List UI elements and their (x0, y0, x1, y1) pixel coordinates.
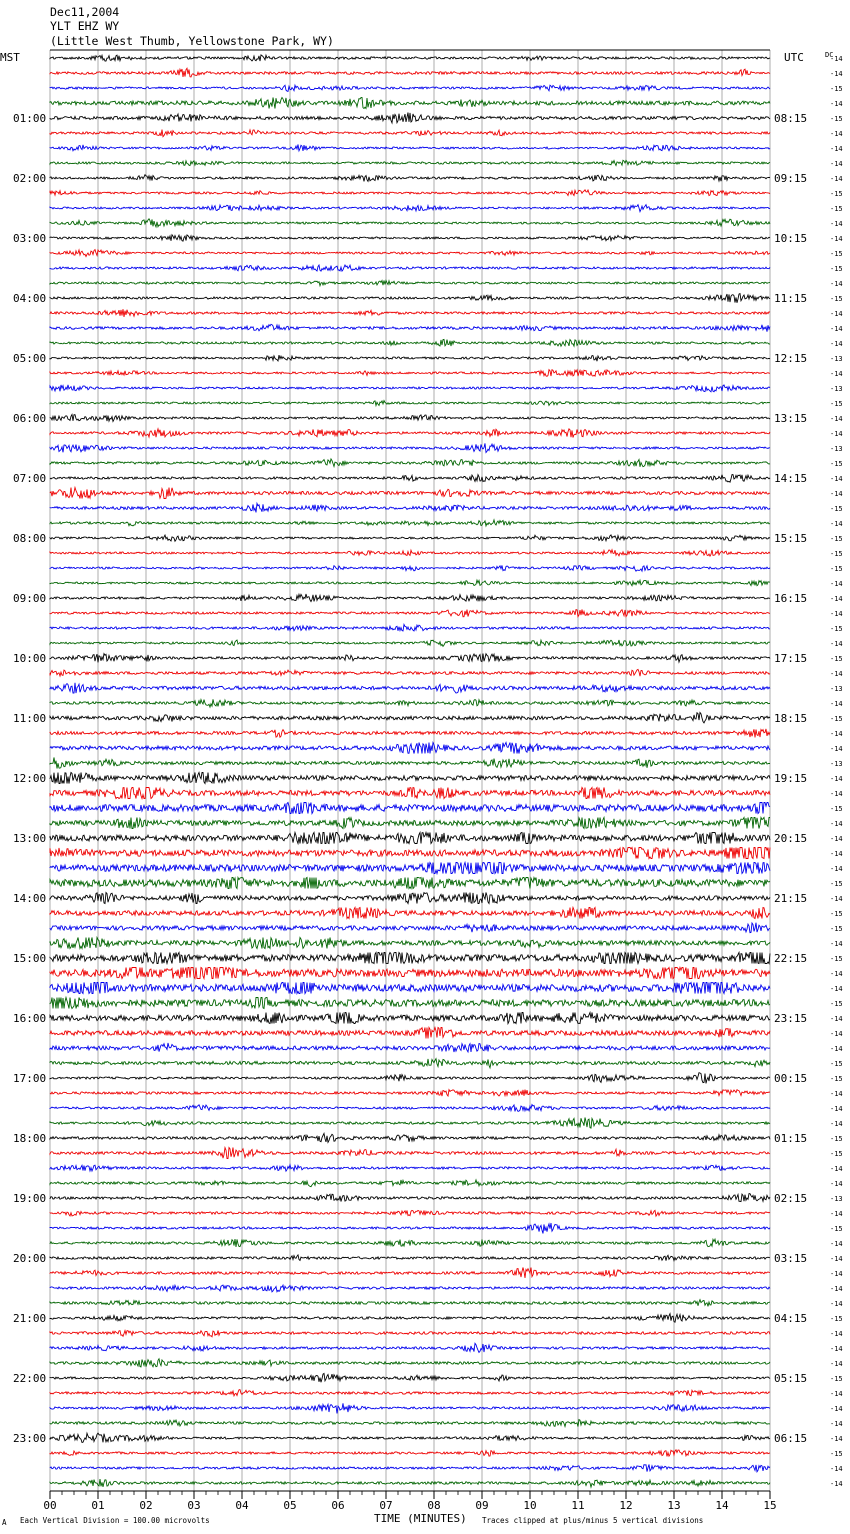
dc-offset-label: -15 (830, 1060, 843, 1068)
trace-line (50, 250, 770, 257)
x-tick-label: 11 (571, 1499, 585, 1512)
trace-line (50, 1314, 770, 1323)
dc-offset-label: -14 (830, 55, 843, 63)
dc-offset-label: -14 (830, 1435, 843, 1443)
x-tick-label: 12 (619, 1499, 633, 1512)
dc-offset-label: -14 (830, 835, 843, 843)
dc-offset-label: -15 (830, 1075, 843, 1083)
dc-offset-label: -14 (830, 1180, 843, 1188)
dc-offset-label: -13 (830, 355, 843, 363)
trace-line (50, 1028, 770, 1039)
x-tick-label: 15 (763, 1499, 777, 1512)
dc-offset-label: -14 (830, 1045, 843, 1053)
dc-offset-label: -15 (830, 190, 843, 198)
dc-offset-label: -14 (830, 970, 843, 978)
mst-hour-label: 01:00 (13, 112, 47, 125)
trace-line (50, 683, 770, 693)
dc-offset-label: -15 (830, 265, 843, 273)
trace-line (50, 401, 770, 406)
trace-line (50, 758, 770, 769)
utc-hour-label: 14:15 (774, 472, 808, 485)
dc-offset-label: -15 (830, 955, 843, 963)
dc-offset-label: -14 (830, 1120, 843, 1128)
dc-offset-label: -15 (830, 1135, 843, 1143)
dc-offset-label: -15 (830, 655, 843, 663)
trace-line (50, 130, 770, 137)
dc-offset-label: -15 (830, 550, 843, 558)
trace-line (50, 594, 770, 602)
utc-hour-label: 09:15 (774, 172, 808, 185)
trace-line (50, 550, 770, 556)
trace-line (50, 818, 770, 829)
mst-hour-label: 18:00 (13, 1132, 47, 1145)
dc-offset-label: -15 (830, 880, 843, 888)
trace-line (50, 654, 770, 663)
dc-offset-label: -14 (830, 235, 843, 243)
station-code: YLT EHZ WY (50, 19, 120, 33)
dc-offset-label: -15 (830, 400, 843, 408)
utc-hour-label: 12:15 (774, 352, 808, 365)
trace-line (50, 983, 770, 994)
x-tick-label: 10 (523, 1499, 537, 1512)
mst-hour-label: 04:00 (13, 292, 47, 305)
mst-hour-label: 12:00 (13, 772, 47, 785)
trace-line (50, 968, 770, 979)
dc-offset-label: -14 (830, 1240, 843, 1248)
trace-line (50, 475, 770, 483)
trace-line (50, 520, 770, 526)
scale-note: Each Vertical Division = 100.00 microvolts (20, 1516, 210, 1525)
clip-note: Traces clipped at plus/minus 5 vertical divisions (482, 1516, 704, 1525)
dc-offset-label: -14 (830, 850, 843, 858)
trace-line (50, 98, 770, 109)
dc-offset-label: -14 (830, 1105, 843, 1113)
trace-line (50, 113, 770, 123)
trace-line (50, 55, 770, 61)
trace-line (50, 699, 770, 707)
trace-line (50, 385, 770, 392)
dc-offset-label: -14 (830, 100, 843, 108)
x-tick-label: 00 (43, 1499, 57, 1512)
mst-hour-label: 13:00 (13, 832, 47, 845)
mst-hour-label: 20:00 (13, 1252, 47, 1265)
trace-line (50, 803, 770, 814)
utc-hour-label: 11:15 (774, 292, 808, 305)
seismic-traces (50, 55, 770, 1487)
mst-hour-label: 11:00 (13, 712, 47, 725)
dc-offset-label: -14 (830, 730, 843, 738)
trace-line (50, 429, 770, 438)
utc-hour-label: 02:15 (774, 1192, 808, 1205)
x-tick-label: 14 (715, 1499, 729, 1512)
trace-line (50, 1073, 770, 1084)
trace-line (50, 160, 770, 165)
dc-offset-label: -14 (830, 1405, 843, 1413)
dc-offset-label: -15 (830, 925, 843, 933)
dc-offset-label: -14 (830, 310, 843, 318)
trace-line (50, 788, 770, 799)
trace-line (50, 1118, 770, 1129)
dc-offset-label: -15 (830, 205, 843, 213)
utc-hour-label: 03:15 (774, 1252, 808, 1265)
trace-line (50, 1420, 770, 1427)
trace-line (50, 609, 770, 616)
x-tick-label: 09 (475, 1499, 489, 1512)
utc-hour-label: 23:15 (774, 1012, 808, 1025)
x-tick-label: 02 (139, 1499, 153, 1512)
x-tick-label: 06 (331, 1499, 345, 1512)
dc-offset-label: -14 (830, 865, 843, 873)
trace-line (50, 1268, 770, 1278)
mst-hour-label: 03:00 (13, 232, 47, 245)
utc-hour-label: 06:15 (774, 1432, 808, 1445)
trace-line (50, 415, 770, 422)
dc-offset-label: -15 (830, 535, 843, 543)
dc-offset-label: -14 (830, 145, 843, 153)
x-tick-label: 08 (427, 1499, 441, 1512)
trace-line (50, 1180, 770, 1187)
dc-offset-label: -14 (830, 745, 843, 753)
dc-offset-label: -14 (830, 520, 843, 528)
dc-offset-label: -14 (830, 1210, 843, 1218)
station-location: (Little West Thumb, Yellowstone Park, WY) (50, 34, 334, 48)
utc-hour-label: 20:15 (774, 832, 808, 845)
trace-line (50, 324, 770, 331)
utc-hour-label: 08:15 (774, 112, 808, 125)
dc-offset-label: -15 (830, 115, 843, 123)
dc-offset-label: -13 (830, 685, 843, 693)
trace-line (50, 773, 770, 784)
mst-hour-label: 14:00 (13, 892, 47, 905)
trace-line (50, 1450, 770, 1457)
trace-line (50, 1013, 770, 1024)
dc-offset-label: -14 (830, 475, 843, 483)
trace-line (50, 625, 770, 632)
mst-hour-label: 21:00 (13, 1312, 47, 1325)
mst-hour-label: 17:00 (13, 1072, 47, 1085)
dc-offset-label: -14 (830, 415, 843, 423)
dc-offset-label: -14 (830, 160, 843, 168)
dc-offset-label: -14 (830, 130, 843, 138)
dc-offset-label: -14 (830, 700, 843, 708)
utc-hour-label: 15:15 (774, 532, 808, 545)
dc-offset-label: -13 (830, 760, 843, 768)
dc-offset-label: -14 (830, 1390, 843, 1398)
utc-hour-label: 01:15 (774, 1132, 808, 1145)
trace-line (50, 640, 770, 646)
dc-offset-label: -15 (830, 1375, 843, 1383)
dc-offset-labels (830, 55, 843, 1488)
trace-line (50, 235, 770, 241)
dc-offset-label: -15 (830, 505, 843, 513)
utc-hour-labels (774, 112, 807, 1445)
dc-offset-label: -14 (830, 1330, 843, 1338)
utc-hour-label: 00:15 (774, 1072, 808, 1085)
mst-hour-label: 07:00 (13, 472, 47, 485)
utc-hour-label: 18:15 (774, 712, 808, 725)
dc-offset-label: -14 (830, 1345, 843, 1353)
x-tick-label: 03 (187, 1499, 201, 1512)
trace-line (50, 743, 770, 754)
dc-offset-label: -15 (830, 715, 843, 723)
trace-line (50, 953, 770, 964)
dc-offset-label: -15 (830, 295, 843, 303)
dc-offset-label: -13 (830, 1195, 843, 1203)
dc-offset-label: -14 (830, 1480, 843, 1488)
trace-line (50, 339, 770, 346)
x-tick-label: 05 (283, 1499, 297, 1512)
trace-line (50, 1223, 770, 1234)
dc-offset-label: -14 (830, 985, 843, 993)
dc-offset-label: -14 (830, 220, 843, 228)
dc-offset-label: -14 (830, 1030, 843, 1038)
trace-line (50, 1300, 770, 1307)
trace-line (50, 1390, 770, 1396)
dc-offset-label: -15 (830, 1315, 843, 1323)
trace-line (50, 729, 770, 738)
dc-offset-label: -14 (830, 1465, 843, 1473)
dc-offset-label: -14 (830, 610, 843, 618)
trace-line (50, 713, 770, 723)
trace-line (50, 1373, 770, 1382)
trace-line (50, 535, 770, 541)
dc-offset-label: -14 (830, 820, 843, 828)
trace-line (50, 878, 770, 889)
trace-line (50, 294, 770, 303)
trace-line (50, 85, 770, 91)
time-axis (43, 1491, 776, 1512)
trace-line (50, 443, 770, 452)
time-gridlines (50, 50, 770, 1491)
trace-line (50, 205, 770, 212)
dc-offset-label: -14 (830, 490, 843, 498)
dc-offset-label: -14 (830, 895, 843, 903)
utc-hour-label: 04:15 (774, 1312, 808, 1325)
dc-offset-label: -15 (830, 1450, 843, 1458)
trace-line (50, 1105, 770, 1112)
trace-line (50, 265, 770, 271)
dc-offset-label: -14 (830, 1255, 843, 1263)
dc-offset-label: -14 (830, 595, 843, 603)
utc-hour-label: 21:15 (774, 892, 808, 905)
utc-hour-label: 17:15 (774, 652, 808, 665)
dc-offset-label: -15 (830, 1225, 843, 1233)
dc-offset-label: -13 (830, 385, 843, 393)
trace-line (50, 370, 770, 377)
utc-hour-label: 05:15 (774, 1372, 808, 1385)
dc-offset-label: -15 (830, 625, 843, 633)
mst-hour-label: 09:00 (13, 592, 47, 605)
x-tick-label: 13 (667, 1499, 681, 1512)
left-timezone-label: MST (0, 51, 20, 64)
trace-line (50, 503, 770, 512)
dc-offset-label: -14 (830, 1270, 843, 1278)
trace-line (50, 1210, 770, 1216)
mst-hour-label: 05:00 (13, 352, 47, 365)
utc-hour-label: 16:15 (774, 592, 808, 605)
mst-hour-label: 06:00 (13, 412, 47, 425)
trace-line (50, 1255, 770, 1261)
trace-line (50, 219, 770, 227)
trace-line (50, 488, 770, 499)
trace-line (50, 1090, 770, 1097)
trace-line (50, 1165, 770, 1171)
dc-offset-label: -14 (830, 1015, 843, 1023)
x-tick-label: 04 (235, 1499, 249, 1512)
trace-line (50, 863, 770, 874)
trace-line (50, 355, 770, 361)
trace-line (50, 145, 770, 151)
dc-offset-label: -14 (830, 175, 843, 183)
utc-hour-label: 19:15 (774, 772, 808, 785)
trace-line (50, 459, 770, 467)
trace-line (50, 938, 770, 949)
mst-hour-label: 19:00 (13, 1192, 47, 1205)
trace-line (50, 1433, 770, 1442)
dc-offset-label: -15 (830, 85, 843, 93)
dc-offset-label: -15 (830, 1000, 843, 1008)
trace-line (50, 1133, 770, 1142)
dc-offset-label: -15 (830, 910, 843, 918)
dc-offset-label: -14 (830, 325, 843, 333)
trace-line (50, 175, 770, 182)
trace-line (50, 833, 770, 844)
date-title: Dec11,2004 (50, 5, 120, 19)
trace-line (50, 848, 770, 859)
dc-offset-label: -13 (830, 445, 843, 453)
dc-offset-label: -14 (830, 340, 843, 348)
trace-line (50, 1239, 770, 1247)
trace-line (50, 908, 770, 919)
dc-offset-label: -14 (830, 775, 843, 783)
dc-offset-label: -15 (830, 460, 843, 468)
trace-line (50, 1359, 770, 1367)
x-axis-title: TIME (MINUTES) (374, 1512, 467, 1525)
dc-offset-label: -14 (830, 1285, 843, 1293)
x-tick-label: 01 (91, 1499, 105, 1512)
mst-hour-label: 22:00 (13, 1372, 47, 1385)
utc-hour-label: 10:15 (774, 232, 808, 245)
dc-offset-label: -14 (830, 430, 843, 438)
dc-offset-label: -14 (830, 790, 843, 798)
trace-line (50, 1148, 770, 1159)
trace-line (50, 580, 770, 586)
trace-line (50, 309, 770, 317)
dc-column-label: DC (825, 51, 834, 59)
dc-offset-label: -15 (830, 250, 843, 258)
mst-hour-label: 23:00 (13, 1432, 47, 1445)
dc-offset-label: -14 (830, 370, 843, 378)
trace-line (50, 893, 770, 904)
dc-offset-label: -15 (830, 805, 843, 813)
trace-line (50, 565, 770, 571)
mst-hour-label: 02:00 (13, 172, 47, 185)
trace-line (50, 190, 770, 196)
right-timezone-label: UTC (784, 51, 804, 64)
trace-line (50, 1479, 770, 1487)
dc-offset-label: -14 (830, 280, 843, 288)
mst-hour-labels (13, 112, 46, 1445)
trace-line (50, 998, 770, 1009)
dc-offset-label: -14 (830, 1420, 843, 1428)
trace-line (50, 669, 770, 676)
trace-line (50, 281, 770, 286)
footer-mark: A (2, 1518, 7, 1527)
dc-offset-label: -14 (830, 1360, 843, 1368)
dc-offset-label: -14 (830, 640, 843, 648)
trace-line (50, 1343, 770, 1352)
trace-line (50, 1043, 770, 1052)
trace-line (50, 1194, 770, 1202)
mst-hour-label: 16:00 (13, 1012, 47, 1025)
mst-hour-label: 15:00 (13, 952, 47, 965)
mst-hour-label: 08:00 (13, 532, 47, 545)
trace-line (50, 1403, 770, 1413)
utc-hour-label: 22:15 (774, 952, 808, 965)
x-tick-label: 07 (379, 1499, 393, 1512)
dc-offset-label: -14 (830, 940, 843, 948)
utc-hour-label: 13:15 (774, 412, 808, 425)
dc-offset-label: -14 (830, 1165, 843, 1173)
trace-line (50, 923, 770, 933)
dc-offset-label: -14 (830, 670, 843, 678)
dc-offset-label: -14 (830, 70, 843, 78)
trace-line (50, 1465, 770, 1472)
trace-line (50, 1285, 770, 1292)
dc-offset-label: -14 (830, 1090, 843, 1098)
mst-hour-label: 10:00 (13, 652, 47, 665)
dc-offset-label: -15 (830, 565, 843, 573)
trace-line (50, 68, 770, 77)
dc-offset-label: -14 (830, 580, 843, 588)
dc-offset-label: -14 (830, 1300, 843, 1308)
trace-line (50, 1059, 770, 1068)
trace-line (50, 1331, 770, 1337)
dc-offset-label: -15 (830, 1150, 843, 1158)
